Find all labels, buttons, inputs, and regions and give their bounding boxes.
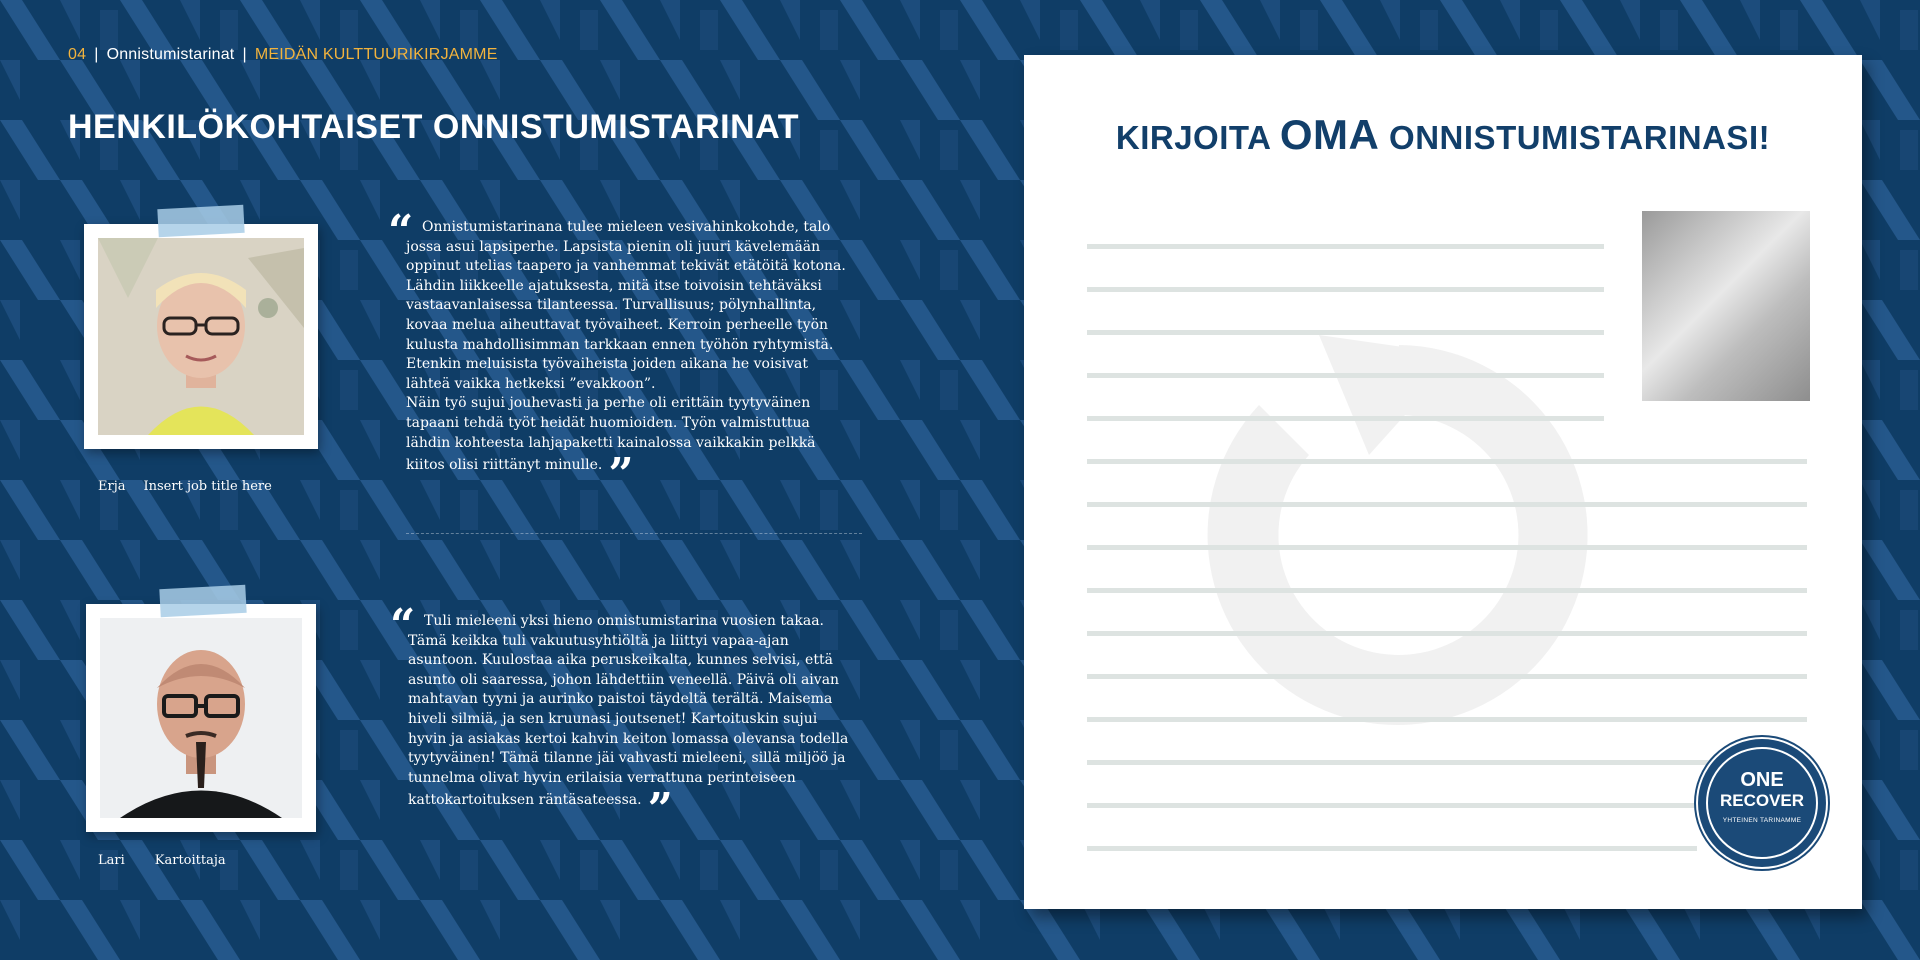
breadcrumb [68, 46, 498, 64]
quote-block-erja [388, 206, 856, 501]
writing-line[interactable] [1087, 674, 1807, 679]
caption-lari [98, 853, 226, 868]
open-quote-icon: “ [390, 600, 416, 651]
quote-text [408, 612, 854, 836]
breadcrumb-separator: | [94, 46, 99, 63]
job-title: Insert job title here [143, 479, 272, 494]
writing-line[interactable] [1087, 373, 1604, 378]
job-title: Kartoittaja [154, 853, 226, 868]
photo-frame-erja [84, 224, 318, 449]
title-part: ONNISTUMISTARINASI! [1379, 119, 1771, 156]
writing-line[interactable] [1087, 588, 1807, 593]
portrait-photo-lari [100, 618, 302, 818]
photo-placeholder-fill [1642, 211, 1810, 401]
writing-line[interactable] [1087, 330, 1604, 335]
person-name: Erja [98, 479, 126, 494]
photo-frame-lari [86, 604, 316, 832]
person-name: Lari [98, 853, 125, 868]
quote-body: Tuli mieleeni yksi hieno onnistumistarina vuosien takaa. Tämä keikka tuli vakuutusyhtiöltä ja liittyi vapaa-ajan asuntoon. Kuulostaa aika peruskeikalta, kunnes selvisi, että asunto oli saaressa, johon lähdettiin veneellä. Päivä oli aivan mahtavan tyyni ja aurinko paistoi täydeltä terältä. Maisema hiveli silmiä, ja sen kruunasi joutsenet! Kartoituskin sujui hyvin ja asiakas kertoi kahvin keiton lomassa olevansa todella tyytyväinen! Tämä tilanne jäi vahvasti mieleeni, sillä miljöö ja tunnelma olivat hyvin erilaisia verrattuna perinteiseen kattokartoituksen räntäsateessa. [408, 613, 849, 809]
breadcrumb-book-title: MEIDÄN KULTTUURIKIRJAMME [254, 46, 498, 63]
one-recover-logo [1698, 739, 1826, 867]
open-quote-icon: “ [388, 206, 414, 257]
breadcrumb-section: Onnistumistarinat [106, 46, 235, 63]
writing-line[interactable] [1087, 502, 1807, 507]
title-part: KIRJOITA [1115, 119, 1280, 156]
close-quote-icon: ” [608, 449, 634, 501]
logo-line1: ONE [1740, 769, 1784, 791]
quote-block-lari [390, 600, 854, 836]
writing-line[interactable] [1087, 846, 1697, 851]
writing-line[interactable] [1087, 416, 1604, 421]
close-quote-icon: ” [647, 784, 673, 836]
writing-line[interactable] [1087, 459, 1807, 464]
quote-body: Onnistumistarinana tulee mieleen vesivahinkokohde, talo jossa asui lapsiperhe. Lapsista pienin oli juuri kävelemään oppinut utelias taapero ja vanhemmat tekivät etätöitä kotona. Lähdin liikkeelle ajatuksesta, mitä itse toivoisin tehtäväksi vastaavanlaisessa tilanteessa. Turvallisuus; pölynhallinta, kovaa melua aiheuttavat työvaiheet. Kerroin perheelle työn kulusta mahdollisimman tarkkaan ennen työhön ryhtymistä. Etenkin meluisista työvaiheista joiden aikana he voisivat lähteä vaikka hetkeksi ”evakkoon”. Näin työ sujui jouhevasti ja perhe oli erittäin tyytyväinen tapaani tehdä työt heidät huomioiden. Työn valmistuttua lähdin kohteesta lahjapaketti kainalossa vaikkakin pelkkä kiitos olisi riittänyt minulle. [406, 219, 846, 474]
page-title: HENKILÖKOHTAISET ONNISTUMISTARINAT [68, 108, 799, 146]
divider [406, 533, 862, 534]
title-emphasis: OMA [1279, 111, 1380, 158]
writing-line[interactable] [1087, 803, 1697, 808]
writing-line[interactable] [1087, 287, 1604, 292]
writing-line[interactable] [1087, 545, 1807, 550]
writing-line[interactable] [1087, 244, 1604, 249]
writing-line[interactable] [1087, 631, 1807, 636]
breadcrumb-separator: | [242, 46, 247, 63]
portrait-photo-erja [98, 238, 304, 435]
tape-strip [159, 585, 246, 617]
worksheet-page [1024, 55, 1862, 909]
writing-line[interactable] [1087, 760, 1807, 765]
page-number: 04 [68, 46, 87, 63]
writing-line[interactable] [1087, 717, 1807, 722]
logo-line2: RECOVER [1719, 791, 1805, 810]
tape-strip [157, 205, 244, 237]
photo-placeholder[interactable] [1636, 211, 1812, 447]
quote-text [406, 218, 856, 501]
caption-erja [98, 479, 272, 494]
logo-tagline: YHTEINEN TARINAMME [1722, 817, 1802, 824]
